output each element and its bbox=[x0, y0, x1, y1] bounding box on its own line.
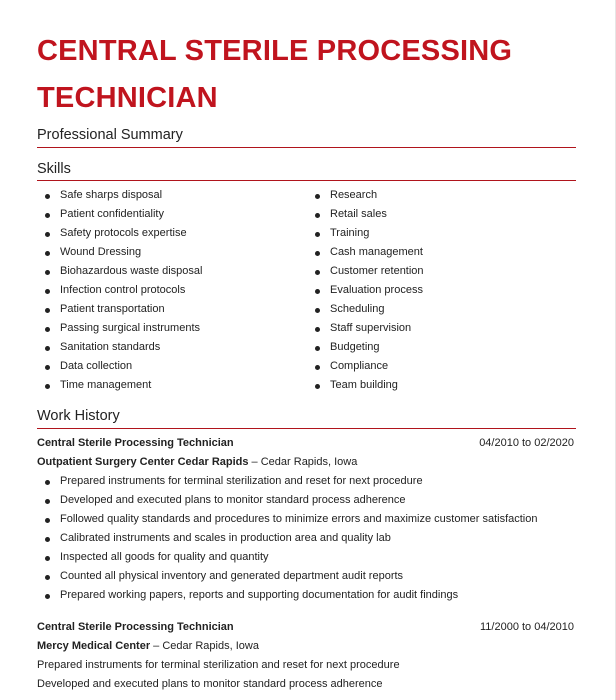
list-item bbox=[37, 205, 202, 224]
list-item-text: Team building bbox=[330, 379, 398, 391]
list-item-text: Budgeting bbox=[330, 341, 380, 353]
list-item bbox=[37, 529, 538, 548]
bullet-icon bbox=[315, 194, 320, 199]
list-item bbox=[307, 243, 424, 262]
list-item bbox=[37, 300, 202, 319]
list-item-text: Safe sharps disposal bbox=[60, 189, 163, 201]
list-item bbox=[37, 224, 202, 243]
list-item-text: Developed and executed plans to monitor standard process adherence bbox=[60, 494, 406, 506]
bullet-icon bbox=[45, 194, 50, 199]
list-item bbox=[307, 205, 424, 224]
list-item bbox=[37, 262, 202, 281]
list-item-text: Research bbox=[330, 189, 378, 201]
list-item bbox=[37, 376, 202, 395]
list-item bbox=[37, 243, 202, 262]
list-item-text: Calibrated instruments and scales in production area and quality lab bbox=[60, 532, 391, 544]
job-duty-line: Developed and executed plans to monitor standard process adherence bbox=[37, 678, 383, 690]
list-item bbox=[307, 300, 424, 319]
list-item-text: Biohazardous waste disposal bbox=[60, 265, 203, 277]
list-item bbox=[307, 281, 424, 300]
list-item bbox=[37, 186, 202, 205]
list-item bbox=[37, 510, 538, 529]
bullet-icon bbox=[45, 518, 50, 523]
list-item bbox=[37, 338, 202, 357]
bullet-icon bbox=[45, 213, 50, 218]
list-item-text: Prepared working papers, reports and supporting documentation for audit findings bbox=[60, 589, 459, 601]
bullet-icon bbox=[45, 575, 50, 580]
list-item bbox=[37, 472, 538, 491]
bullet-icon bbox=[315, 346, 320, 351]
section-title-summary: Professional Summary bbox=[37, 127, 183, 143]
job-employer-line bbox=[37, 640, 259, 652]
list-item-text: Staff supervision bbox=[330, 322, 412, 334]
list-item bbox=[37, 567, 538, 586]
list-item-text: Evaluation process bbox=[330, 284, 423, 296]
list-item-text: Customer retention bbox=[330, 265, 424, 277]
bullet-icon bbox=[45, 365, 50, 370]
job-location: – Cedar Rapids, Iowa bbox=[248, 456, 358, 468]
bullet-icon bbox=[45, 594, 50, 599]
list-item bbox=[307, 224, 424, 243]
list-item bbox=[307, 186, 424, 205]
bullet-icon bbox=[315, 365, 320, 370]
job-title: Central Sterile Processing Technician bbox=[37, 621, 234, 633]
bullet-icon bbox=[45, 384, 50, 389]
list-item-text: Scheduling bbox=[330, 303, 385, 315]
list-item-text: Cash management bbox=[330, 246, 423, 258]
job-dates: 11/2000 to 04/2010 bbox=[480, 621, 574, 633]
bullet-icon bbox=[315, 270, 320, 275]
list-item-text: Inspected all goods for quality and quantity bbox=[60, 551, 269, 563]
list-item-text: Patient confidentiality bbox=[60, 208, 164, 220]
bullet-icon bbox=[315, 232, 320, 237]
list-item bbox=[307, 376, 424, 395]
section-rule-summary bbox=[37, 147, 576, 148]
list-item bbox=[37, 548, 538, 567]
job-title: Central Sterile Processing Technician bbox=[37, 437, 234, 449]
bullet-icon bbox=[315, 251, 320, 256]
list-item-text: Followed quality standards and procedures to minimize errors and maximize customer satisfaction bbox=[60, 513, 538, 525]
bullet-icon bbox=[315, 327, 320, 332]
list-item bbox=[307, 357, 424, 376]
bullet-icon bbox=[315, 213, 320, 218]
list-item-text: Passing surgical instruments bbox=[60, 322, 201, 334]
list-item bbox=[37, 357, 202, 376]
list-item-text: Infection control protocols bbox=[60, 284, 186, 296]
job-employer: Outpatient Surgery Center Cedar Rapids bbox=[37, 456, 249, 468]
bullet-icon bbox=[45, 537, 50, 542]
list-item-text: Compliance bbox=[330, 360, 389, 372]
list-item bbox=[307, 319, 424, 338]
list-item bbox=[37, 281, 202, 300]
job-employer-line bbox=[37, 456, 357, 468]
resume-name-heading bbox=[37, 28, 597, 122]
bullet-icon bbox=[45, 251, 50, 256]
name-line-2: TECHNICIAN bbox=[37, 82, 218, 114]
bullet-icon bbox=[45, 232, 50, 237]
name-line-1: CENTRAL STERILE PROCESSING bbox=[37, 35, 513, 67]
list-item bbox=[307, 338, 424, 357]
list-item-text: Retail sales bbox=[330, 208, 387, 220]
skills-list-left bbox=[37, 186, 202, 395]
section-rule-work-history bbox=[37, 428, 576, 429]
bullet-icon bbox=[45, 270, 50, 275]
list-item-text: Data collection bbox=[60, 360, 133, 372]
list-item bbox=[37, 491, 538, 510]
list-item-text: Training bbox=[330, 227, 370, 239]
job-duty-line: Prepared instruments for terminal sterilization and reset for next procedure bbox=[37, 659, 400, 671]
bullet-icon bbox=[315, 308, 320, 313]
bullet-icon bbox=[45, 480, 50, 485]
job-duties-list bbox=[37, 472, 538, 605]
list-item bbox=[307, 262, 424, 281]
bullet-icon bbox=[45, 346, 50, 351]
list-item-text: Wound Dressing bbox=[60, 246, 142, 258]
list-item-text: Prepared instruments for terminal sterilization and reset for next procedure bbox=[60, 475, 423, 487]
bullet-icon bbox=[45, 556, 50, 561]
section-title-skills: Skills bbox=[37, 161, 71, 177]
bullet-icon bbox=[45, 289, 50, 294]
bullet-icon bbox=[315, 289, 320, 294]
list-item-text: Counted all physical inventory and generated department audit reports bbox=[60, 570, 404, 582]
list-item-text: Safety protocols expertise bbox=[60, 227, 187, 239]
list-item-text: Time management bbox=[60, 379, 152, 391]
bullet-icon bbox=[45, 308, 50, 313]
bullet-icon bbox=[315, 384, 320, 389]
section-title-work-history: Work History bbox=[37, 408, 120, 424]
skills-list-right bbox=[307, 186, 424, 395]
list-item bbox=[37, 319, 202, 338]
job-location: – Cedar Rapids, Iowa bbox=[150, 640, 259, 652]
job-employer: Mercy Medical Center bbox=[37, 640, 151, 652]
list-item-text: Sanitation standards bbox=[60, 341, 161, 353]
bullet-icon bbox=[45, 327, 50, 332]
list-item bbox=[37, 586, 538, 605]
list-item-text: Patient transportation bbox=[60, 303, 165, 315]
job-dates: 04/2010 to 02/2020 bbox=[479, 437, 574, 449]
section-rule-skills bbox=[37, 180, 576, 181]
bullet-icon bbox=[45, 499, 50, 504]
